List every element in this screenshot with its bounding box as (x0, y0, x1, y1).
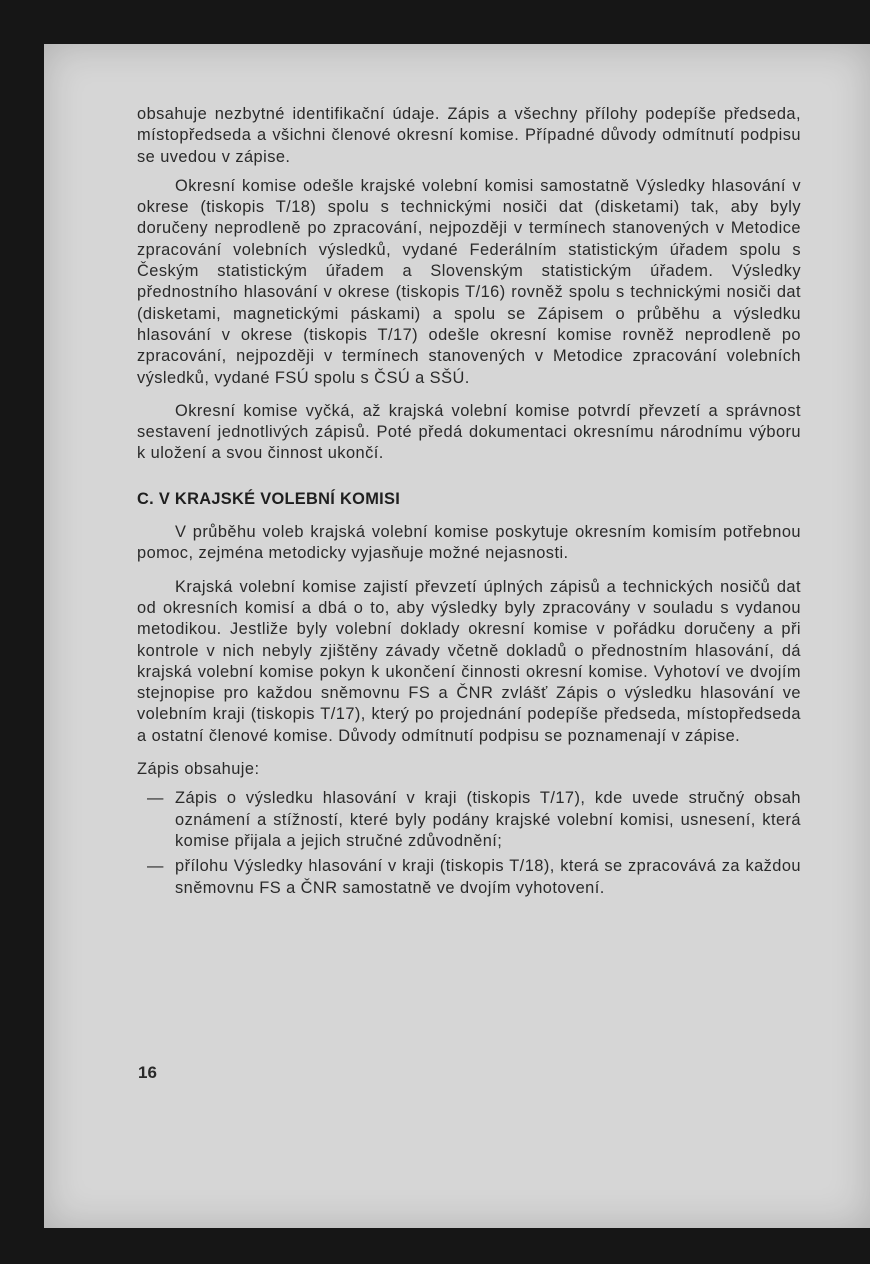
paragraph-3: Okresní komise vyčká, až krajská volební komise potvrdí převzetí a správnost sestavení jednotlivých zápisů. Poté předá dokumentaci okresnímu národnímu výboru k uložení a svou činnost ukončí. (137, 401, 801, 463)
dash-bullet: — (147, 789, 164, 808)
paragraph-5: Krajská volební komise zajistí převzetí úplných zápisů a technických nosičů dat od okresních komisí a dbá o to, aby výsledky byly zpracovány v souladu s vydanou metodikou. Jestliže byly volební doklady okresní komise v pořádku doručeny a při kontrole v nich nebyly zjištěny závady včetně dokladů o přednostním hlasování, dá krajská volební komise pokyn k ukončení činnosti okresní komise. Vyhotoví ve dvojím stejnopise pro každou sněmovnu FS a ČNR zvlášť Zápis o výsledku hlasování ve volebním kraji (tiskopis T/17), který po projednání podepíše předseda, místopředseda a ostatní členové komise. Důvody odmítnutí podpisu se poznamenají v zápise. (137, 577, 801, 745)
list-intro: Zápis obsahuje: (137, 760, 260, 779)
list-item (137, 788, 801, 852)
paragraph-2: Okresní komise odešle krajské volební komisi samostatně Výsledky hlasování v okrese (tiskopis T/18) spolu s technickými nosiči dat (disketami) tak, aby byly doručeny neprodleně po zpracování, nejpozději v termínech stanovených v Metodice zpracování volebních výsledků, vydané Federálním statistickým úřadem spolu s Českým statistickým úřadem a Slovenským statistickým úřadem. Výsledky přednostního hlasování v okrese (tiskopis T/16) rovněž spolu s technickými nosiči dat (disketami, magnetickými páskami) a spolu se Zápisem o průběhu a výsledku hlasování v okrese (tiskopis T/17) odešle okresní komise rovněž neprodleně po zpracování, nejpozději v termínech stanovených v Metodice zpracování volebních výsledků, vydané FSÚ spolu s ČSÚ a SŠÚ. (137, 176, 801, 387)
list-item-text: přílohu Výsledky hlasování v kraji (tiskopis T/18), která se zpracovává za každou sněmovnu FS a ČNR samostatně ve dvojím vyhotovení. (175, 857, 801, 897)
list-item (137, 856, 801, 899)
page-number: 16 (138, 1063, 157, 1082)
dash-bullet: — (147, 857, 164, 876)
paragraph-1: obsahuje nezbytné identifikační údaje. Zápis a všechny přílohy podepíše předseda, místopředseda a všichni členové okresní komise. Případné důvody odmítnutí podpisu se uvedou v zápise. (137, 105, 801, 166)
item-list (137, 788, 801, 898)
paragraph-4: V průběhu voleb krajská volební komise poskytuje okresním komisím potřebnou pomoc, zejména metodicky vyjasňuje možné nejasnosti. (137, 523, 801, 563)
page-body (137, 104, 801, 903)
list-item-text: Zápis o výsledku hlasování v kraji (tiskopis T/17), kde uvede stručný obsah oznámení a stížností, které byly podány krajské volební komisi, usnesení, která komise přijala a jejich stručné zdůvodnění; (175, 789, 801, 850)
section-heading: C. V KRAJSKÉ VOLEBNÍ KOMISI (137, 489, 401, 508)
